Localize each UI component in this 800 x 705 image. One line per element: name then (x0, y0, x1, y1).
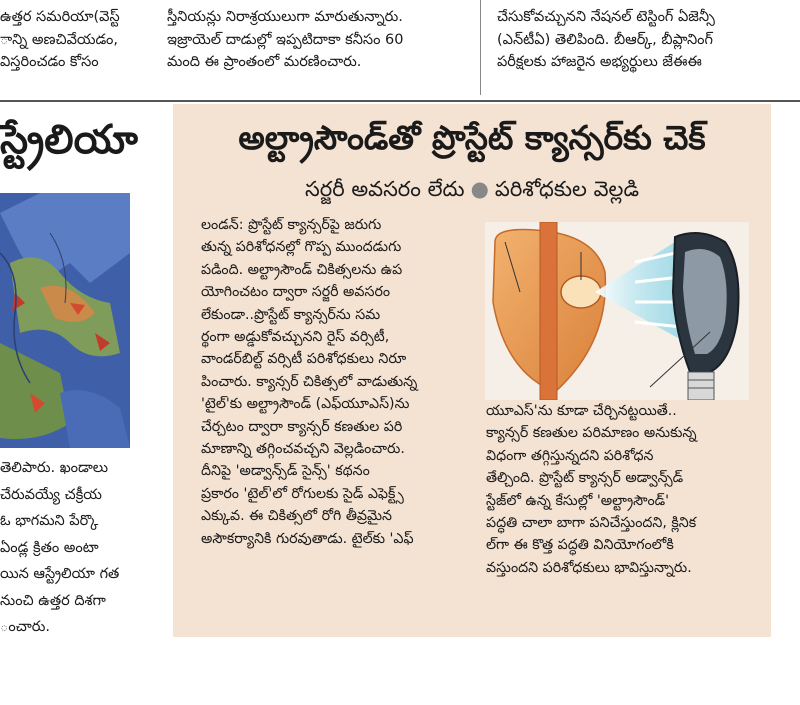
text-line: మంది ఈ ప్రాంతంలో మరణించారు. (167, 54, 362, 70)
text-line: దీనిపై 'అడ్వాన్స్‌డ్ సైన్స్' కథనం (201, 463, 370, 480)
satellite-map-image (0, 193, 130, 448)
text-line: తున్న పరిశోధనల్లో గొప్ప ముందడుగు (201, 239, 402, 256)
text-line: క్యాన్సర్ కణతుల పరిమాణం అనుకున్న (486, 425, 697, 442)
article-headline: అల్ట్రాసౌండ్‌తో ప్రొస్టేట్ క్యాన్సర్‌కు చెక్ (238, 118, 706, 157)
text-line: ాన్ని అణచివేయడం, (0, 31, 118, 48)
text-line: మాణాన్ని తగ్గించవచ్చని వెల్లడించారు. (201, 441, 405, 458)
top-left-column (0, 6, 160, 74)
text-line: లేకుండా..ప్రొస్టేట్ క్యాన్సర్‌ను సమ (201, 306, 381, 323)
text-line: వాండర్‌బిల్ట్ వర్సిటీ పరిశోధకులు నిరూ (201, 351, 407, 368)
text-line: విస్తరించడం కోసం (0, 54, 99, 70)
text-line: తేల్చింది. ప్రొస్టేట్ క్యాన్సర్ అడ్వాన్స్‌డ్ (486, 470, 684, 487)
text-line: చేసుకోవచ్చునని నేషనల్ టెస్టింగ్ ఏజెన్సీ (497, 9, 715, 25)
left-story-body (0, 455, 165, 641)
text-line: యిన ఆస్ట్రేలియా గత (0, 566, 120, 582)
prostate-ultrasound-illustration (485, 222, 749, 400)
text-line: ర్థంగా అడ్డుకోవచ్చునని రైస్ వర్సిటీ, (201, 329, 390, 346)
text-line: అసౌకర్యానికి గురవుతాడు. టైల్‌కు 'ఎఫ్ (201, 530, 414, 547)
text-line: పించారు. క్యాన్సర్ చికిత్సలో వాడుతున్న (201, 373, 418, 390)
top-right-column (497, 6, 797, 74)
text-line: (ఎన్‌టీఏ) తెలిపింది. బీఆర్క్, బీప్లానింగ్ (497, 31, 713, 48)
text-line: చేర్చటం ద్వారా క్యాన్సర్ కణతుల పరి (201, 418, 403, 435)
text-line: ఏండ్ల క్రితం అంటా (0, 539, 99, 556)
text-line: లండన్: ప్రొస్టేట్ క్యాన్సర్‌పై జరుగు (201, 217, 382, 233)
article-right-column (486, 400, 761, 579)
text-line: వస్తుందని పరిశోధకులు భావిస్తున్నారు. (486, 559, 692, 576)
article-subhead (173, 174, 771, 204)
text-line: పరీక్షలకు హాజరైన అభ్యర్థులు జేఈఈ (497, 54, 702, 70)
text-line: ల్‌గా ఈ కొత్త పద్ధతి వినియోగంలోకి (486, 537, 674, 554)
text-line: విధంగా తగ్గిస్తున్నదని పరిశోధన (486, 447, 654, 464)
horizontal-rule (0, 100, 800, 102)
text-line: ప్రకారం 'టైల్‌'లో రోగులకు సైడ్ ఎఫెక్ట్స్ (201, 485, 404, 502)
text-line: యోగించటం ద్వారా సర్జరీ అవసరం (201, 284, 391, 301)
text-line: యూఎస్'ను కూడా చేర్చినట్టయితే.. (486, 403, 677, 419)
text-line: 'టైల్'కు అల్ట్రాసౌండ్ (ఎఫ్‌యూఎస్)ను (201, 396, 410, 413)
subhead-part-2: పరిశోధకుల వెల్లడి (494, 177, 639, 201)
top-middle-column (167, 6, 467, 74)
text-line: ఉత్తర సమరియా(వెస్ట్ (0, 9, 120, 25)
text-line: ఇజ్రాయెల్ దాడుల్లో ఇప్పటిదాకా కనీసం 60 (167, 31, 404, 48)
text-line: స్తీనియన్లు నిరాశ్రయులుగా మారుతున్నారు. (167, 9, 403, 25)
subhead-part-1: సర్జరీ అవసరం లేదు (305, 177, 465, 201)
text-line: పద్ధతి చాలా బాగా పనిచేస్తుందని, క్లినిక (486, 515, 697, 532)
left-story-headline: స్ట్రేలియా (0, 117, 138, 163)
text-line: ంచారు. (0, 619, 50, 635)
text-line: చేరువయ్యే చక్రీయ (0, 486, 102, 503)
text-line: నుంచి ఉత్తర దిశగా (0, 592, 106, 609)
column-divider (480, 0, 481, 95)
text-line: పడింది. అల్ట్రాసౌండ్ చికిత్సలను ఉప (201, 261, 403, 278)
text-line: స్టేజ్‌లో ఉన్న కేసుల్లో 'అల్ట్రాసౌండ్' (486, 492, 670, 509)
bullet-icon: ● (470, 177, 489, 201)
text-line: తెలిపారు. ఖండాలు (0, 460, 109, 476)
text-line: ఓ భాగమని పేర్కొ (0, 513, 99, 529)
text-line: ఎక్కువ. ఈ చికిత్సలో రోగి తీవ్రమైన (201, 508, 392, 525)
article-box (173, 104, 771, 637)
article-left-column (201, 214, 471, 550)
